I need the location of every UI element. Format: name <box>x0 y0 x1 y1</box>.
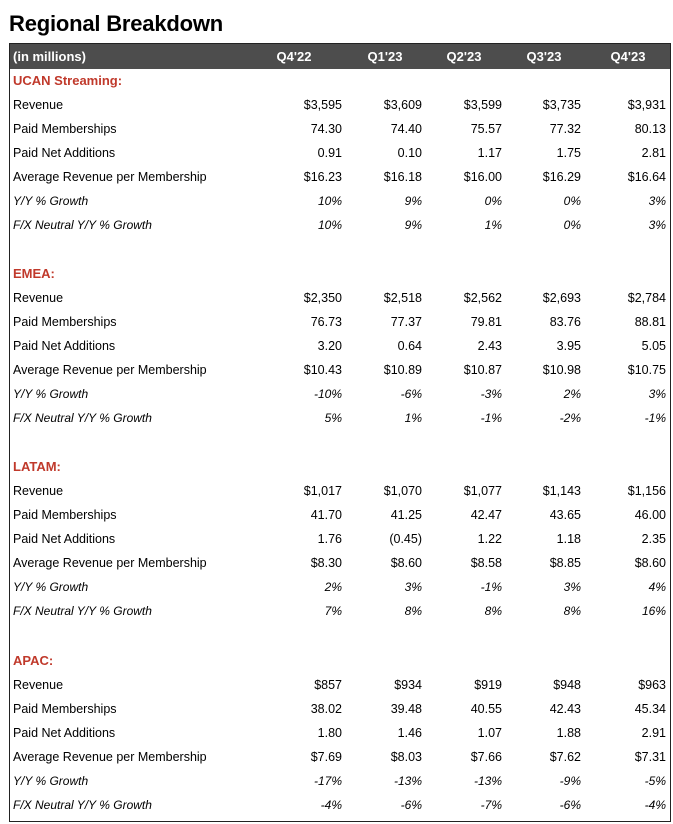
table-cell: 9% <box>404 218 422 232</box>
table-cell: $8.03 <box>390 750 422 764</box>
table-cell: 1.22 <box>477 532 502 546</box>
table-row <box>10 310 670 334</box>
table-cell: $2,518 <box>383 291 422 305</box>
table-cell: 3.95 <box>556 339 581 353</box>
table-cell: 5% <box>324 411 342 425</box>
table-cell: 2% <box>324 580 342 594</box>
table-cell: $3,931 <box>627 98 666 112</box>
table-cell: $2,562 <box>463 291 502 305</box>
table-row <box>10 503 670 527</box>
table-cell: $1,156 <box>627 484 666 498</box>
table-row <box>10 406 670 430</box>
table-cell: 2.91 <box>641 726 666 740</box>
table-cell: 0% <box>563 218 581 232</box>
table-cell: 1% <box>404 411 422 425</box>
table-cell: $3,735 <box>542 98 581 112</box>
row-label: Average Revenue per Membership <box>13 170 207 184</box>
row-label: F/X Neutral Y/Y % Growth <box>13 798 152 812</box>
table-cell: 4% <box>648 580 666 594</box>
table-cell: 8% <box>404 604 422 618</box>
table-row <box>10 165 670 189</box>
row-label: Paid Net Additions <box>13 532 116 546</box>
table-cell: $10.75 <box>627 363 666 377</box>
table-cell: 77.37 <box>390 315 422 329</box>
table-cell: -5% <box>644 774 666 788</box>
table-cell: 88.81 <box>634 315 666 329</box>
row-label: Paid Memberships <box>13 122 117 136</box>
table-cell: 79.81 <box>470 315 502 329</box>
table-row <box>10 213 670 237</box>
table-cell: (0.45) <box>389 532 422 546</box>
table-cell: $16.18 <box>383 170 422 184</box>
table-cell: -13% <box>473 774 502 788</box>
table-cell: 0.64 <box>397 339 422 353</box>
table-cell: $2,693 <box>542 291 581 305</box>
table-row <box>10 721 670 745</box>
row-label: Paid Net Additions <box>13 726 116 740</box>
table-row <box>10 527 670 551</box>
row-label: Revenue <box>13 291 64 305</box>
table-header-row <box>10 44 670 69</box>
table-cell: 3% <box>648 194 666 208</box>
table-cell: 77.32 <box>549 122 581 136</box>
table-cell: 16% <box>641 604 666 618</box>
table-cell: $857 <box>314 678 342 692</box>
row-label: Revenue <box>13 678 64 692</box>
table-row <box>10 697 670 721</box>
table-row <box>10 673 670 697</box>
table-cell: 1.46 <box>397 726 422 740</box>
table-cell: 83.76 <box>549 315 581 329</box>
row-label: Paid Memberships <box>13 702 117 716</box>
table-cell: -6% <box>400 387 422 401</box>
table-row <box>10 745 670 769</box>
table-row <box>10 117 670 141</box>
table-cell: 5.05 <box>641 339 666 353</box>
table-cell: $919 <box>474 678 502 692</box>
table-row <box>10 575 670 599</box>
table-row <box>10 93 670 117</box>
table-cell: 74.30 <box>310 122 342 136</box>
table-cell: 41.70 <box>310 508 342 522</box>
table-cell: $10.43 <box>303 363 342 377</box>
table-cell: 38.02 <box>310 702 342 716</box>
header-units-label: (in millions) <box>13 49 86 64</box>
table-cell: 1.88 <box>556 726 581 740</box>
column-header: Q2'23 <box>446 49 482 64</box>
table-cell: 75.57 <box>470 122 502 136</box>
row-label: Paid Memberships <box>13 508 117 522</box>
table-cell: $1,143 <box>542 484 581 498</box>
table-cell: 0.91 <box>317 146 342 160</box>
table-cell: $7.62 <box>549 750 581 764</box>
row-label: F/X Neutral Y/Y % Growth <box>13 411 152 425</box>
table-cell: 10% <box>317 194 342 208</box>
row-label: Average Revenue per Membership <box>13 556 207 570</box>
table-cell: $1,077 <box>463 484 502 498</box>
table-cell: -4% <box>644 798 666 812</box>
region-title: LATAM: <box>13 459 61 474</box>
table-cell: 76.73 <box>310 315 342 329</box>
table-cell: 1.75 <box>556 146 581 160</box>
table-cell: $7.31 <box>634 750 666 764</box>
row-label: Paid Net Additions <box>13 146 116 160</box>
table-cell: 41.25 <box>390 508 422 522</box>
row-label: Average Revenue per Membership <box>13 750 207 764</box>
table-cell: 1.07 <box>477 726 502 740</box>
table-cell: 3% <box>404 580 422 594</box>
table-cell: 7% <box>324 604 342 618</box>
table-cell: $8.30 <box>310 556 342 570</box>
table-row <box>10 189 670 213</box>
table-cell: 3% <box>648 387 666 401</box>
table-row <box>10 769 670 793</box>
table-cell: 2% <box>563 387 581 401</box>
region-title: APAC: <box>13 653 54 668</box>
table-cell: $934 <box>394 678 422 692</box>
table-row <box>10 599 670 623</box>
table-cell: $948 <box>553 678 581 692</box>
table-cell: $3,609 <box>383 98 422 112</box>
table-cell: $8.60 <box>634 556 666 570</box>
table-cell: 2.81 <box>641 146 666 160</box>
table-cell: 0.10 <box>397 146 422 160</box>
table-cell: $16.00 <box>463 170 502 184</box>
table-cell: $7.66 <box>470 750 502 764</box>
column-header: Q4'23 <box>610 49 646 64</box>
table-cell: -17% <box>313 774 342 788</box>
table-cell: $10.89 <box>383 363 422 377</box>
table-cell: 10% <box>317 218 342 232</box>
table-cell: $3,599 <box>463 98 502 112</box>
table-cell: $3,595 <box>303 98 342 112</box>
row-label: F/X Neutral Y/Y % Growth <box>13 218 152 232</box>
table-cell: 80.13 <box>634 122 666 136</box>
table-cell: 3% <box>563 580 581 594</box>
table-cell: $2,784 <box>627 291 666 305</box>
table-cell: 8% <box>563 604 581 618</box>
region-title: EMEA: <box>13 266 55 281</box>
table-row <box>10 479 670 503</box>
table-cell: -4% <box>320 798 342 812</box>
table-cell: 40.55 <box>470 702 502 716</box>
table-cell: 43.65 <box>549 508 581 522</box>
table-cell: $7.69 <box>310 750 342 764</box>
table-cell: $16.64 <box>627 170 666 184</box>
table-cell: -3% <box>480 387 502 401</box>
table-cell: -1% <box>480 580 502 594</box>
row-label: Y/Y % Growth <box>13 387 89 401</box>
row-label: Y/Y % Growth <box>13 774 89 788</box>
table-cell: 0% <box>563 194 581 208</box>
table-cell: 42.47 <box>470 508 502 522</box>
table-cell: -13% <box>393 774 422 788</box>
table-cell: 2.35 <box>641 532 666 546</box>
row-label: Revenue <box>13 484 64 498</box>
row-label: F/X Neutral Y/Y % Growth <box>13 604 152 618</box>
column-header: Q1'23 <box>367 49 403 64</box>
table-cell: -1% <box>480 411 502 425</box>
table-cell: $16.23 <box>303 170 342 184</box>
table-cell: $16.29 <box>542 170 581 184</box>
table-cell: $8.58 <box>470 556 502 570</box>
table-row <box>10 793 670 817</box>
region-title: UCAN Streaming: <box>13 73 123 88</box>
table-cell: 74.40 <box>390 122 422 136</box>
table-row <box>10 358 670 382</box>
table-cell: -1% <box>644 411 666 425</box>
table-cell: $8.60 <box>390 556 422 570</box>
regional-breakdown-table <box>9 43 671 822</box>
table-row <box>10 334 670 358</box>
table-cell: 8% <box>484 604 502 618</box>
table-cell: 2.43 <box>477 339 502 353</box>
table-cell: 1% <box>484 218 502 232</box>
table-cell: 1.17 <box>477 146 502 160</box>
table-cell: -6% <box>559 798 581 812</box>
row-label: Paid Memberships <box>13 315 117 329</box>
row-label: Average Revenue per Membership <box>13 363 207 377</box>
row-label: Paid Net Additions <box>13 339 116 353</box>
table-cell: $1,070 <box>383 484 422 498</box>
table-row <box>10 141 670 165</box>
table-cell: 39.48 <box>390 702 422 716</box>
table-cell: 1.18 <box>556 532 581 546</box>
table-cell: $8.85 <box>549 556 581 570</box>
table-cell: -2% <box>559 411 581 425</box>
table-cell: -6% <box>400 798 422 812</box>
table-cell: 3% <box>648 218 666 232</box>
row-label: Revenue <box>13 98 64 112</box>
table-cell: $10.87 <box>463 363 502 377</box>
table-row <box>10 382 670 406</box>
table-cell: 1.80 <box>317 726 342 740</box>
table-cell: $2,350 <box>303 291 342 305</box>
row-label: Y/Y % Growth <box>13 580 89 594</box>
table-cell: 9% <box>404 194 422 208</box>
row-label: Y/Y % Growth <box>13 194 89 208</box>
table-cell: $10.98 <box>542 363 581 377</box>
table-cell: 3.20 <box>317 339 342 353</box>
table-cell: 0% <box>484 194 502 208</box>
table-cell: $963 <box>638 678 666 692</box>
table-row <box>10 286 670 310</box>
page-title: Regional Breakdown <box>9 11 223 36</box>
table-cell: -9% <box>559 774 581 788</box>
column-header: Q3'23 <box>526 49 562 64</box>
table-cell: 1.76 <box>317 532 342 546</box>
table-cell: 45.34 <box>634 702 666 716</box>
column-header: Q4'22 <box>276 49 312 64</box>
table-cell: -10% <box>313 387 342 401</box>
table-cell: 46.00 <box>634 508 666 522</box>
table-cell: $1,017 <box>303 484 342 498</box>
table-cell: 42.43 <box>549 702 581 716</box>
table-row <box>10 551 670 575</box>
table-cell: -7% <box>480 798 502 812</box>
